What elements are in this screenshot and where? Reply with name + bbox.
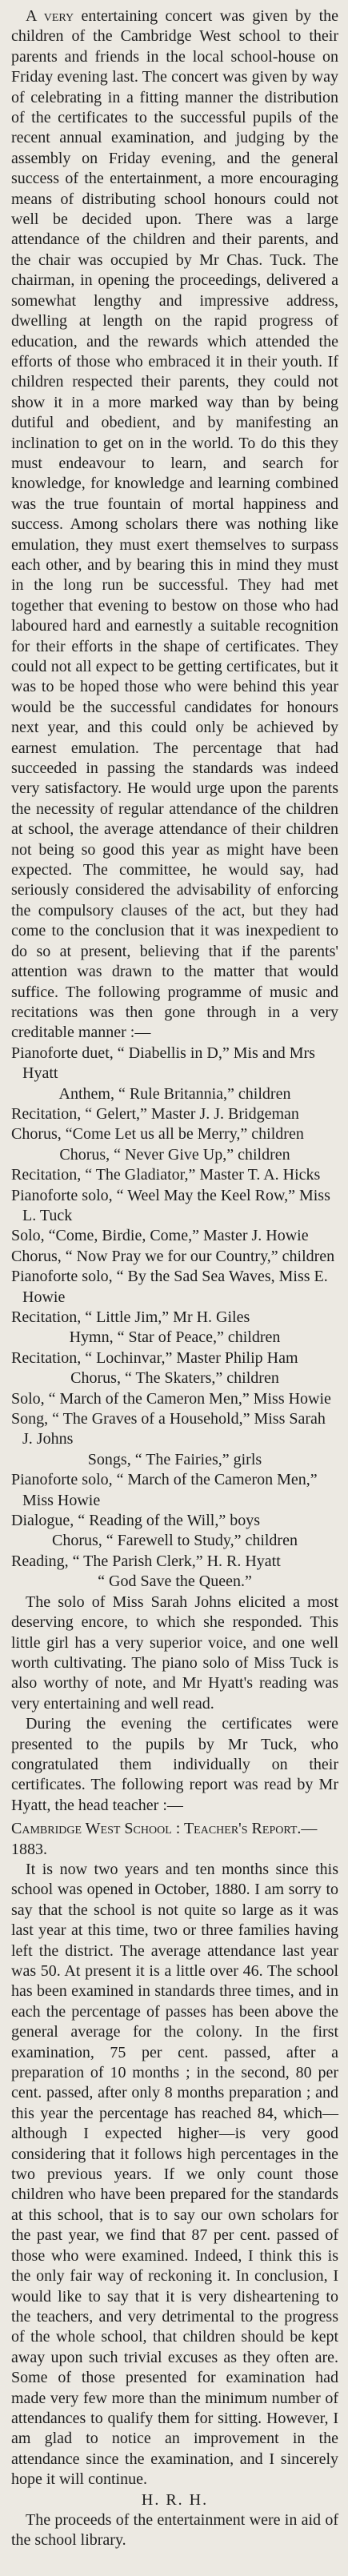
programme-item: Recitation, “ Little Jim,” Mr H. Giles — [11, 1308, 250, 1326]
programme-item: Recitation, “ Lochinvar,” Master Philip Ham — [11, 1348, 298, 1367]
programme-item: Hymn, “ Star of Peace,” children — [69, 1328, 281, 1347]
programme-item: Recitation, “ The Gladiator,” Master T. A. Hicks — [11, 1166, 321, 1184]
report-title: Cambridge West School : Teacher's Report.—1883. — [11, 1820, 318, 1858]
intro-lead-words: A very — [26, 7, 74, 25]
intro-text: entertaining concert was given by the children of the Cambridge West school to their parents and friends in the local school-house on Friday evening last. The concert was given by way of celebrating in a fitting manner the distribution of the certificates to the successful pupils of the recent annual examination, and judging by the assembly on Friday evening, and the general success of the entertainment, a more encouraging means of distributing school honours could not well be decided upon. There was a large attendance of the children and their parents, and the chair was occupied by Mr Chas. Tuck. The chairman, in opening the proceedings, delivered a somewhat lengthy and impressive address, dwelling at length on the rapid progress of education, and the rewards which attended the efforts of those who embraced it in their youth. If children respected their parents, they could not show it in a more marked way than by being dutiful and obedient, and by manifesting an inclination to get on in the world. To do this they must endeavour to learn, and search for knowledge, for knowledge and learning combined was the true fountain of mortal happiness and success. Among scholars there was nothing like emulation, they must exert themselves to surpass each other, and by bearing this in mind they must in the long run be successful. They had met together that evening to bestow on those who had laboured hard and earnestly a suitable recognition for their efforts in the shape of certificates. They could not all expect to be getting certificates, but it was to be hoped those who were behind this year would be the successful candidates for honours next year, and this could only be achieved by earnest emulation. The percentage that had succeeded in passing the standards was indeed very satisfactory. He would urge upon the parents the necessity of regular attendance of the children at school, the average attendance of their children not being so good this year as might have been expected. The committee, he would say, had seriously considered the advisability of enforcing the compulsory clauses of the act, but they had come to the conclusion that it was inexpedient to do so at present, believing that if the parents' attention was drawn to the matter that would suffice. The following programme of music and recitations was then gone through in a very creditable manner :— — [11, 7, 339, 1042]
programme-item: Pianoforte solo, “ By the Sad Sea Waves, Miss E. Howie — [11, 1268, 328, 1306]
programme-item: Chorus, “ Never Give Up,” children — [59, 1145, 290, 1164]
programme-item: Pianoforte solo, “ Weel May the Keel Row,” Miss L. Tuck — [11, 1186, 330, 1224]
programme-item: Solo, “Come, Birdie, Come,” Master J. Howie — [11, 1227, 309, 1245]
programme-item: Chorus, “ Now Pray we for our Country,” children — [11, 1247, 335, 1265]
programme-item: Reading, “ The Parish Clerk,” H. R. Hyatt — [11, 1552, 281, 1570]
report-paragraph: It is now two years and ten months since this school was opened in October, 1880. I am sorry to say that the school is not quite so large as it was last year at this time, two or three families having left the district. The average attendance last year was 50. At present it is a little over 46. The school has been examined in standards three times, and in each the percentage of passes has been above the general average for the colony. In the first examination, 75 per cent. passed, after a preparation of 10 months ; in the second, 80 per cent. passed, after only 8 months preparation ; and this year the percentage has reached 84, which—although I expected higher—is very good considering that it follows high percentages in the two previous years. If we only count those children who have been prepared for the standards at this school, that is to say our own scholars for the past year, we find that 87 per cent. passed of those who were examined. Indeed, I think this is the only fair way of reckoning it. In conclusion, I would like to say that it is very disheartening to the teachers, and very detrimental to the progress of the whole school, that children should be kept away upon such trivial excuses as they often are. Some of those presented for examination had made very few more than the minimum number of attendances to qualify them for sitting. However, I am glad to notice an improvement in the attendance since the examination, and I sincerely hope it will continue. — [11, 1860, 338, 2489]
certificates-paragraph: During the evening the certificates were presented to the pupils by Mr Tuck, who congratulated them individually on their certificates. The following report was read by Mr Hyatt, the head teacher :— — [11, 1715, 338, 1814]
programme-item: Songs, “ The Fairies,” girls — [87, 1450, 262, 1468]
programme-item: Solo, “ March of the Cameron Men,” Miss Howie — [11, 1389, 331, 1408]
programme-item: Song, “ The Graves of a Household,” Miss Sarah J. Johns — [11, 1410, 326, 1448]
programme-item: Pianoforte solo, “ March of the Cameron Men,” Miss Howie — [11, 1471, 318, 1509]
programme-item: Anthem, “ Rule Britannia,” children — [58, 1084, 291, 1103]
programme-item: Recitation, “ Gelert,” Master J. J. Bridgeman — [11, 1104, 299, 1123]
programme-item: Dialogue, “ Reading of the Will,” boys — [11, 1512, 260, 1530]
closing-paragraph: The proceeds of the entertainment were in aid of the school library. — [11, 2510, 338, 2550]
report-signature: H. R. H. — [141, 2490, 209, 2509]
programme-item: Chorus, “ The Skaters,” children — [70, 1369, 279, 1388]
concert-programme — [11, 1044, 338, 1592]
intro-paragraph — [11, 6, 338, 1044]
programme-item: Chorus, “Come Let us all be Merry,” children — [11, 1125, 304, 1144]
programme-item: “ God Save the Queen.” — [98, 1572, 252, 1591]
after-programme-paragraph: The solo of Miss Sarah Johns elicited a most deserving encore, to which she responded. This little girl has a very superior voice, and one well worth cultivating. The piano solo of Miss Tuck is also worthy of note, and Mr Hyatt's reading was very entertaining and well read. — [11, 1592, 338, 1713]
programme-item: Chorus, “ Farewell to Study,” children — [52, 1532, 298, 1550]
programme-item: Pianoforte duet, “ Diabellis in D,” Mis and Mrs Hyatt — [11, 1044, 315, 1083]
